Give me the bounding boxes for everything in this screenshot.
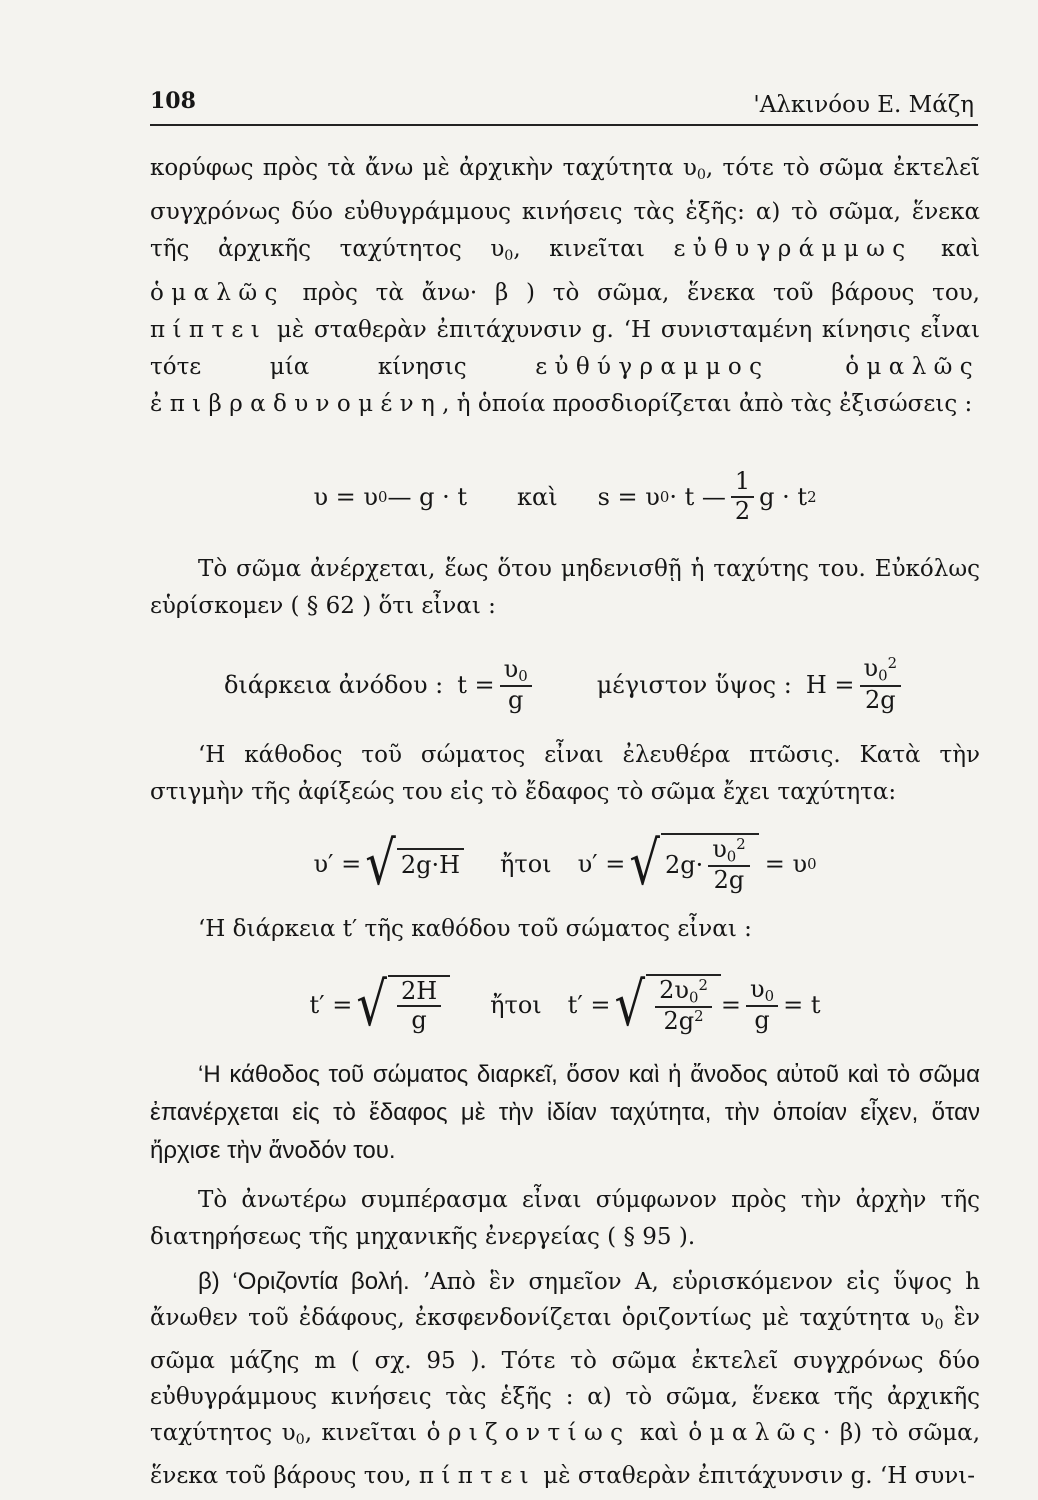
equation-final-velocity: υ′ = √ 2g·H ἤτοι υ′ = √ 2g· $\frac{\upsilon_0^2}{2g}$ = υ 0: [313, 828, 817, 899]
section-heading-horizontal-throw: β) ‘Οριζοντία βολή.: [198, 1267, 410, 1295]
equation-ascent-time-height: διάρκεια ἀνόδου : t = $\frac{\upsilon_0}{g}$ μέγιστον ὕψος : H = $\frac{\upsilon_0^2}{2g}$: [150, 655, 980, 715]
paragraph-vertical-throw: κορύφως πρὸς τὰ ἄνω μὲ ἀρχικὴν ταχύτητα $\upsilon_0$, τότε τὸ σῶμα ἐκτελεῖ συγχρόνως δύο εὐθυγράμμους κινήσεις τὰς ἑξῆς: α) τὸ σῶμα, ἕνεκα τῆς ἀρχικῆς ταχύτητος $\upsilon_0$, κινεῖται εὐθυγράμμως καὶ ὁμαλῶς πρὸς τὰ ἄνω· β ) τὸ σῶμα, ἕνεκα τοῦ βάρους του, πίπτει μὲ σταθερὰν ἐπιτάχυνσιν g. ‘Η συνισταμένη κίνησις εἶναι τότε μία κίνησις εὐθύγραμμος ὁμαλῶς ἐπιβραδυνομένη, ἡ ὁποία προσδιορίζεται ἀπὸ τὰς ἐξισώσεις :: [150, 155, 981, 417]
paragraph-ascent: Τὸ σῶμα ἀνέρχεται, ἕως ὅτου μηδενισθῇ ἡ ταχύτης του. Εὐκόλως εὑρίσκομεν ( § 62 ) ὅτι εἶναι :: [150, 555, 980, 619]
fraction-v0-over-g-2: $\frac{\upsilon_0}{g}$: [746, 976, 778, 1035]
paragraph-energy-conservation: Τὸ ἀνωτέρω συμπέρασμα εἶναι σύμφωνον πρὸς τὴν ἀρχὴν τῆς διατηρήσεως τῆς μηχανικῆς ἐνεργείας ( § 95 ).: [150, 1186, 980, 1250]
paragraph-descent: ‘Η κάθοδος τοῦ σώματος εἶναι ἐλευθέρα πτῶσις. Κατὰ τὴν στιγμὴν τῆς ἀφίξεώς του εἰς τὸ ἔδαφος τὸ σῶμα ἔχει ταχύτητα:: [150, 741, 980, 805]
sqrt-2h-over-g: √ $\frac{2H}{g}$: [356, 975, 450, 1035]
sqrt-2gh: √ 2g·H: [365, 840, 464, 888]
equation-motion: υ = υ 0 — g · t καὶ s = υ 0 · t — $\frac{1}{2}$ g · t 2: [313, 467, 817, 525]
spaced-emphasis: ὁριζοντίως: [426, 1419, 631, 1446]
label-ascent-duration: διάρκεια ἀνόδου :: [223, 670, 444, 699]
spaced-emphasis: πίπτει: [418, 1462, 536, 1489]
sqrt-2v0sq-over-2gsq: √ $\frac{2\upsilon_0^2}{2g^2}$: [615, 974, 721, 1036]
paragraph-horizontal-throw: β) ‘Οριζοντία βολή. ’Απὸ ἓν σημεῖον A, εὑρισκόμενον εἰς ὕψος h ἄνωθεν τοῦ ἐδάφους, ἐκσφενδονίζεται ὁριζοντίως μὲ ταχύτητα $\upsilon_0$ ἓν σῶμα μάζης m ( σχ. 95 ). Τότε τὸ σῶμα ἐκτελεῖ συγχρόνως δύο εὐθυγράμμους κινήσεις τὰς ἑξῆς : α) τὸ σῶμα, ἕνεκα τῆς ἀρχικῆς ταχύτητος $\upsilon_0$, κινεῖται ὁριζοντίως καὶ ὁμαλῶς· β) τὸ σῶμα, ἕνεκα τοῦ βάρους του, πίπτει μὲ σταθερὰν ἐπιτάχυνσιν g. ‘Η συνι-: [150, 1267, 981, 1489]
fraction-v0sq-over-2g: $\frac{\upsilon_0^2}{2g}$: [860, 655, 902, 714]
spaced-emphasis: εὐθυγράμμως: [673, 235, 913, 262]
page-header: [150, 88, 980, 122]
conjunction-kai: καὶ: [516, 482, 558, 511]
spaced-emphasis: εὐθύγραμμος ὁμαλῶς ἐπιβραδυνομένη: [150, 353, 980, 417]
sqrt-2g-times-fraction: √ 2g· $\frac{\upsilon_0^2}{2g}$: [629, 833, 758, 895]
paragraph-conclusion: ‘Η κάθοδος τοῦ σώματος διαρκεῖ, ὅσον καὶ ἡ ἄνοδος αὐτοῦ καὶ τὸ σῶμα ἐπανέρχεται εἰς τὸ ἔδαφος μὲ τὴν ἰδίαν ταχύτητα, τὴν ὁποίαν εἶχεν, ὅταν ἤρχισε τὴν ἄνοδόν του.: [150, 1060, 980, 1164]
paragraph-descent-duration: ‘Η διάρκεια t′ τῆς καθόδου τοῦ σώματος εἶναι :: [198, 915, 752, 942]
fraction-one-half: $\frac{1}{2}$: [731, 468, 754, 525]
equation-descent-time: t′ = √ $\frac{2H}{g}$ ἤτοι t′ = √ $\frac{2\upsilon_0^2}{2g^2}$ = $\frac{\upsilon_0}{g}$ = t: [309, 969, 821, 1040]
spaced-emphasis: πίπτει: [150, 316, 268, 343]
label-max-height: μέγιστον ὕψος :: [596, 670, 792, 699]
fraction-v0-over-g: $\frac{\upsilon_0}{g}$: [500, 656, 532, 715]
spaced-emphasis: ὁμαλῶς: [150, 279, 285, 306]
header-rule: [150, 124, 978, 126]
page-number: 108: [150, 88, 196, 114]
spaced-emphasis: ὁμαλῶς: [688, 1419, 824, 1446]
page-body: [150, 150, 980, 1494]
running-head: 'Αλκινόου Ε. Μάζη: [753, 92, 974, 118]
